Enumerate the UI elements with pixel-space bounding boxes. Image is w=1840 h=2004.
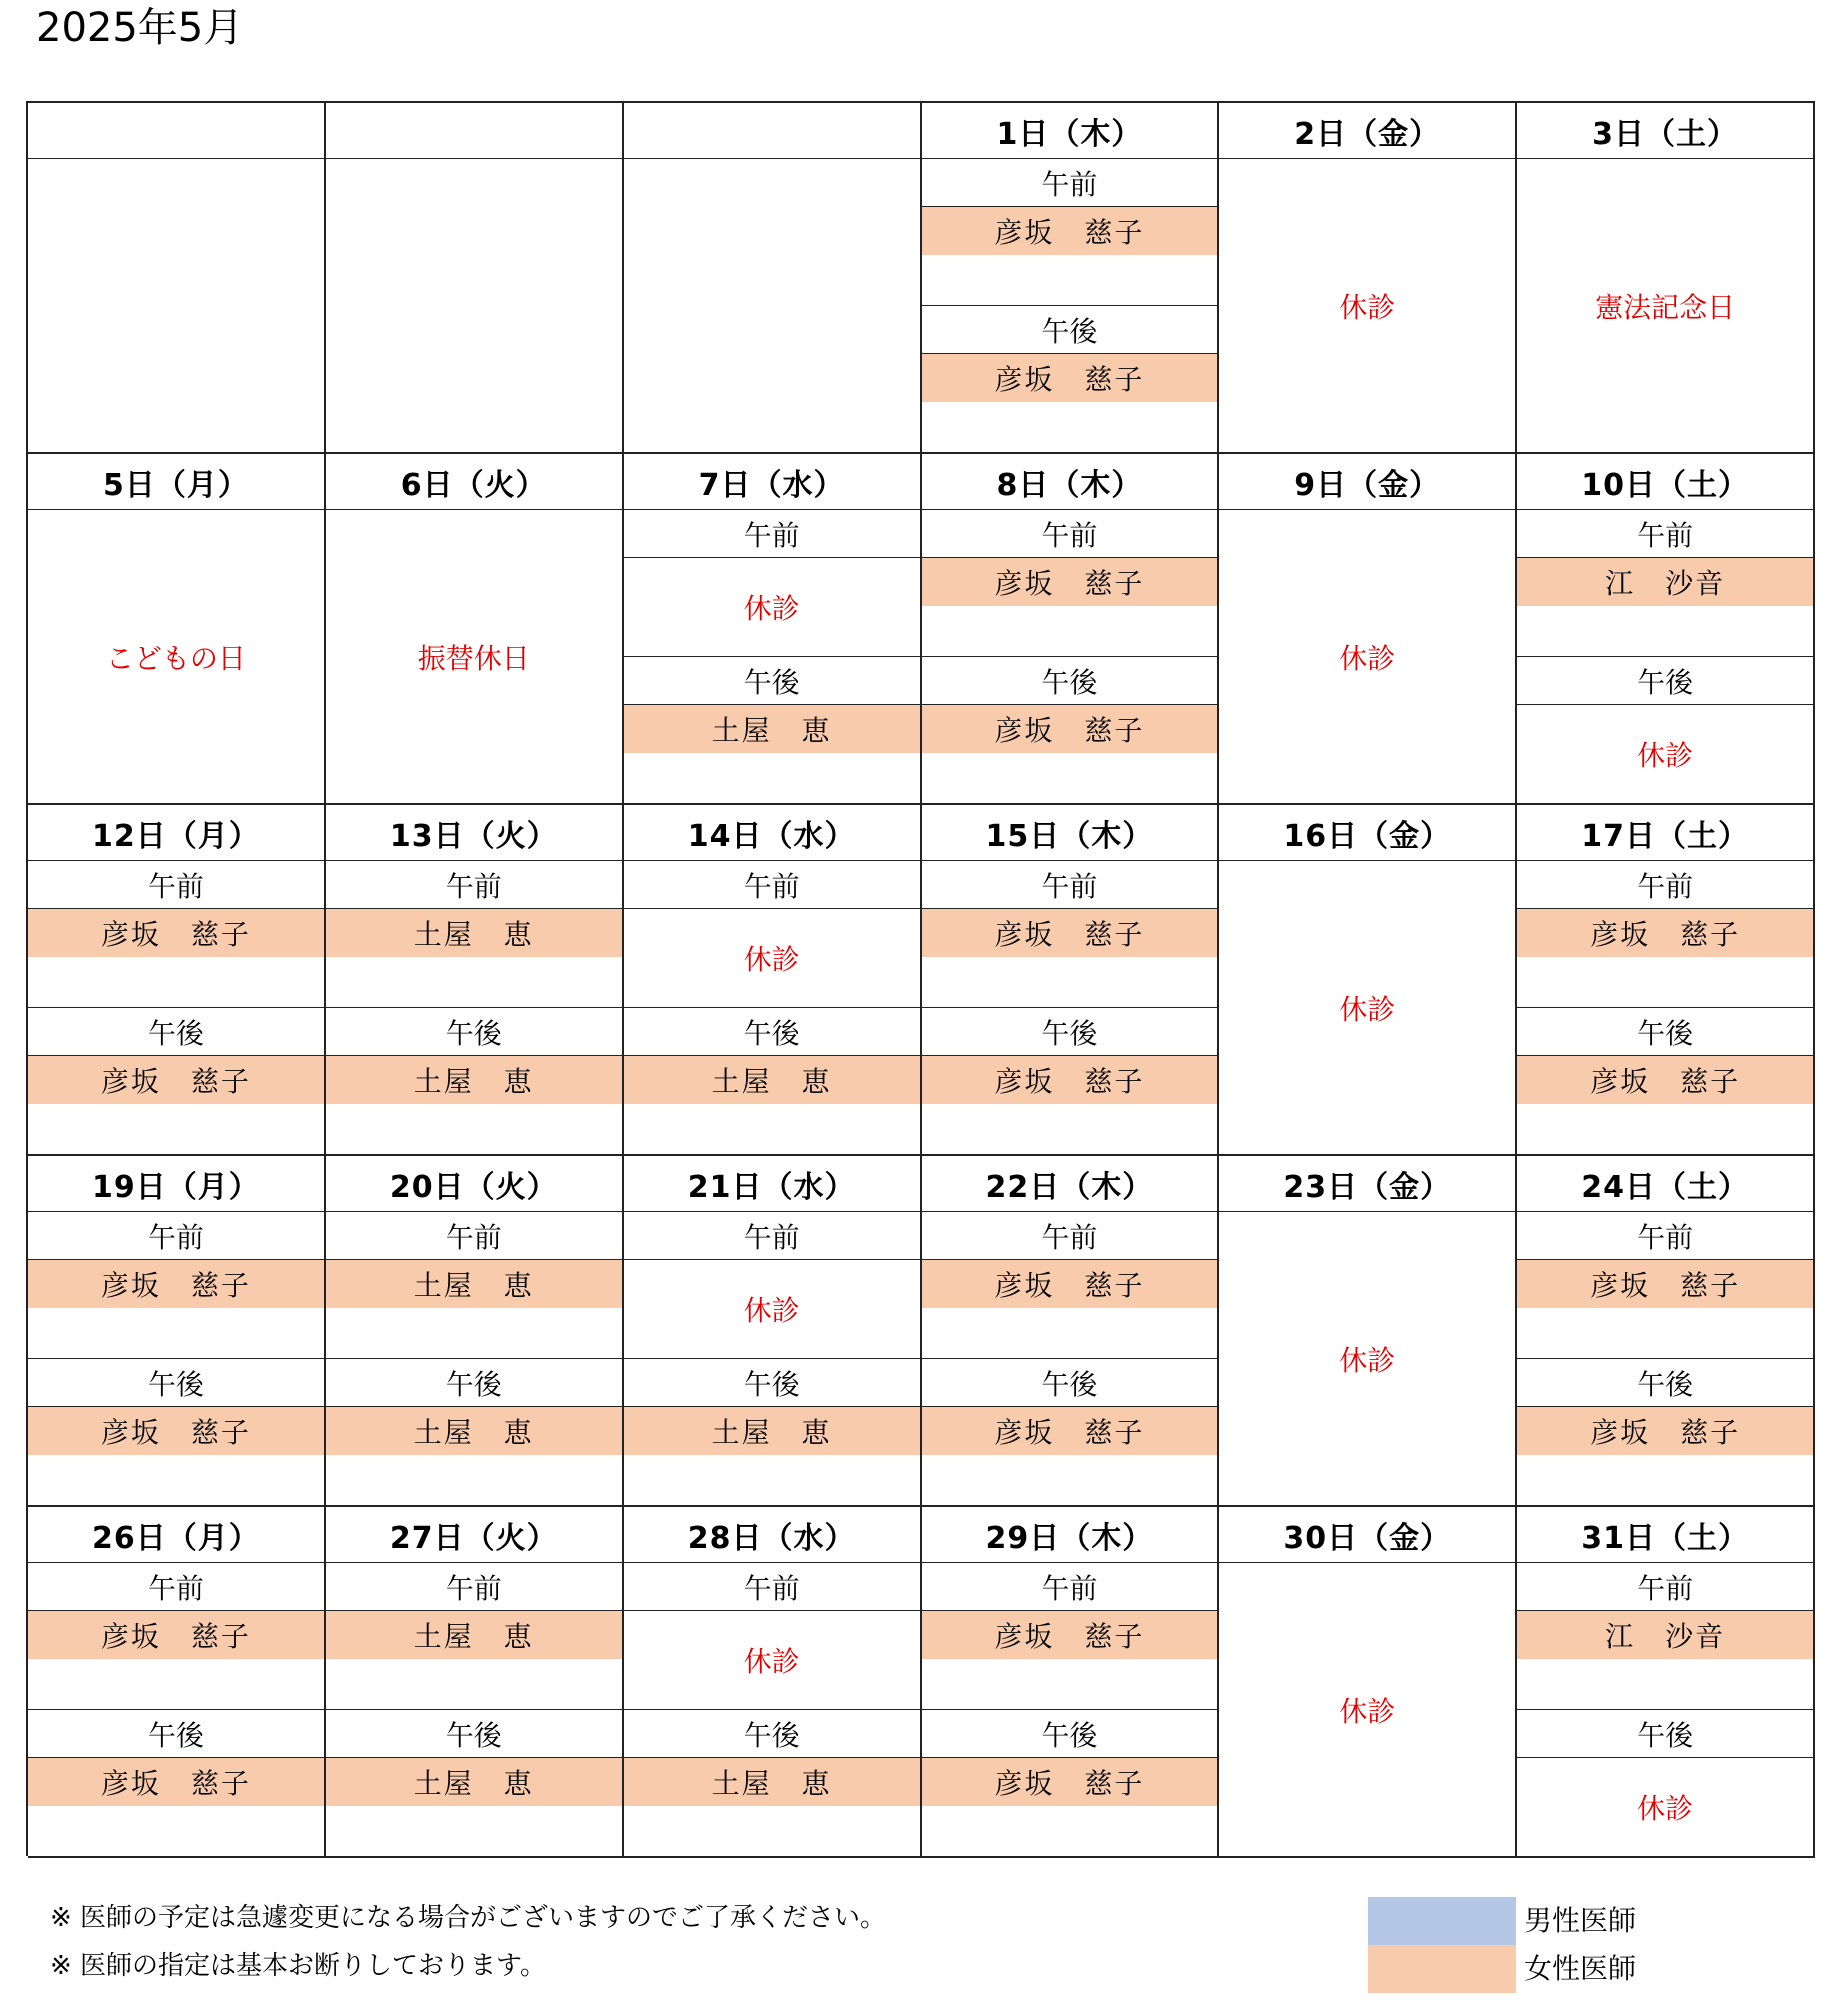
doctor-name: 土屋 恵 bbox=[624, 1056, 920, 1104]
day-header: 8日（木） bbox=[922, 454, 1218, 510]
doctor-name: 土屋 恵 bbox=[326, 1758, 622, 1806]
closed-note: 休診 bbox=[1637, 739, 1694, 772]
day-header: 12日（月） bbox=[28, 805, 324, 861]
morning-label: 午前 bbox=[1517, 1212, 1813, 1260]
day-cell bbox=[326, 805, 624, 1156]
doctor-name: 土屋 恵 bbox=[624, 1407, 920, 1455]
session-slot bbox=[1517, 1260, 1813, 1358]
session-slot bbox=[922, 1611, 1218, 1709]
day-body bbox=[28, 159, 324, 452]
doctor-name: 土屋 恵 bbox=[624, 705, 920, 753]
session-slot bbox=[1517, 1611, 1813, 1709]
morning-session bbox=[326, 1563, 622, 1709]
session-slot bbox=[28, 1758, 324, 1856]
note-designation: ※ 医師の指定は基本お断りしております。 bbox=[50, 1951, 546, 1981]
day-cell bbox=[922, 1156, 1220, 1507]
day-body bbox=[28, 510, 324, 803]
closed-note: 休診 bbox=[1339, 290, 1396, 324]
afternoon-label: 午後 bbox=[326, 1359, 622, 1407]
day-body bbox=[1219, 159, 1515, 452]
day-body bbox=[326, 159, 622, 452]
afternoon-label: 午後 bbox=[922, 1710, 1218, 1758]
day-body bbox=[922, 1212, 1218, 1505]
morning-session bbox=[28, 1212, 324, 1358]
session-slot bbox=[1517, 1056, 1813, 1154]
day-cell bbox=[326, 1156, 624, 1507]
day-body bbox=[1219, 1212, 1515, 1505]
page-title: 2025年5月 bbox=[36, 5, 244, 51]
afternoon-label: 午後 bbox=[28, 1008, 324, 1056]
session-slot bbox=[624, 1056, 920, 1154]
day-header: 13日（火） bbox=[326, 805, 622, 861]
doctor-name: 彦坂 慈子 bbox=[28, 1260, 324, 1308]
afternoon-session bbox=[1517, 1709, 1813, 1856]
morning-label: 午前 bbox=[1517, 510, 1813, 558]
day-cell bbox=[1517, 103, 1815, 454]
afternoon-session bbox=[624, 1358, 920, 1505]
session-slot bbox=[624, 558, 920, 656]
doctor-name: 彦坂 慈子 bbox=[922, 1260, 1218, 1308]
afternoon-session bbox=[624, 656, 920, 803]
doctor-name: 彦坂 慈子 bbox=[1517, 1260, 1813, 1308]
day-body bbox=[922, 1563, 1218, 1856]
day-header: 28日（水） bbox=[624, 1507, 920, 1563]
session-slot bbox=[922, 1758, 1218, 1856]
day-cell bbox=[326, 454, 624, 805]
morning-label: 午前 bbox=[28, 861, 324, 909]
morning-label: 午前 bbox=[1517, 861, 1813, 909]
day-header: 30日（金） bbox=[1219, 1507, 1515, 1563]
morning-session bbox=[922, 159, 1218, 305]
day-body bbox=[1517, 159, 1813, 452]
morning-session bbox=[1517, 1563, 1813, 1709]
day-header: 10日（土） bbox=[1517, 454, 1813, 510]
day-cell bbox=[922, 805, 1220, 1156]
session-slot bbox=[922, 207, 1218, 305]
day-header: 27日（火） bbox=[326, 1507, 622, 1563]
session-slot bbox=[624, 705, 920, 803]
day-header: 23日（金） bbox=[1219, 1156, 1515, 1212]
session-slot bbox=[624, 1260, 920, 1358]
day-cell bbox=[624, 454, 922, 805]
session-slot bbox=[624, 1611, 920, 1709]
doctor-name: 彦坂 慈子 bbox=[1517, 909, 1813, 957]
closed-note: 休診 bbox=[743, 592, 800, 625]
day-cell bbox=[28, 1156, 326, 1507]
session-slot bbox=[1517, 705, 1813, 803]
session-slot bbox=[922, 1260, 1218, 1358]
day-body bbox=[624, 1212, 920, 1505]
morning-label: 午前 bbox=[624, 861, 920, 909]
afternoon-label: 午後 bbox=[1517, 1008, 1813, 1056]
day-cell bbox=[1219, 1156, 1517, 1507]
day-header: 14日（水） bbox=[624, 805, 920, 861]
legend-swatch-male bbox=[1368, 1897, 1516, 1945]
afternoon-session bbox=[624, 1709, 920, 1856]
afternoon-session bbox=[28, 1358, 324, 1505]
day-body bbox=[326, 861, 622, 1154]
doctor-name: 彦坂 慈子 bbox=[922, 354, 1218, 402]
day-cell bbox=[922, 103, 1220, 454]
afternoon-label: 午後 bbox=[326, 1008, 622, 1056]
day-body bbox=[922, 159, 1218, 452]
day-cell bbox=[624, 1507, 922, 1858]
day-header: 2日（金） bbox=[1219, 103, 1515, 159]
morning-label: 午前 bbox=[326, 1563, 622, 1611]
day-header: 9日（金） bbox=[1219, 454, 1515, 510]
afternoon-label: 午後 bbox=[624, 1008, 920, 1056]
afternoon-label: 午後 bbox=[1517, 657, 1813, 705]
closed-note: こどもの日 bbox=[105, 641, 246, 675]
day-cell bbox=[1517, 805, 1815, 1156]
morning-session bbox=[624, 1563, 920, 1709]
closed-note: 休診 bbox=[743, 1645, 800, 1678]
afternoon-label: 午後 bbox=[922, 1359, 1218, 1407]
doctor-name: 彦坂 慈子 bbox=[922, 558, 1218, 606]
afternoon-session bbox=[326, 1007, 622, 1154]
doctor-name: 土屋 恵 bbox=[624, 1758, 920, 1806]
session-slot bbox=[624, 909, 920, 1007]
afternoon-session bbox=[922, 1007, 1218, 1154]
day-header: 15日（木） bbox=[922, 805, 1218, 861]
day-body bbox=[1517, 510, 1813, 803]
day-cell bbox=[28, 103, 326, 454]
session-slot bbox=[326, 1611, 622, 1709]
afternoon-label: 午後 bbox=[326, 1710, 622, 1758]
doctor-name: 土屋 恵 bbox=[326, 1611, 622, 1659]
day-header: 21日（水） bbox=[624, 1156, 920, 1212]
day-cell bbox=[1219, 103, 1517, 454]
day-header bbox=[326, 103, 622, 159]
closed-note: 憲法記念日 bbox=[1595, 290, 1736, 324]
morning-label: 午前 bbox=[624, 1212, 920, 1260]
afternoon-session bbox=[922, 1709, 1218, 1856]
morning-session bbox=[624, 510, 920, 656]
day-body bbox=[922, 861, 1218, 1154]
session-slot bbox=[326, 1260, 622, 1358]
legend-swatch-female bbox=[1368, 1945, 1516, 1993]
morning-label: 午前 bbox=[922, 861, 1218, 909]
afternoon-session bbox=[326, 1358, 622, 1505]
day-header: 19日（月） bbox=[28, 1156, 324, 1212]
day-body bbox=[1517, 1212, 1813, 1505]
day-body bbox=[1517, 861, 1813, 1154]
day-header: 7日（水） bbox=[624, 454, 920, 510]
afternoon-label: 午後 bbox=[624, 657, 920, 705]
session-slot bbox=[326, 1056, 622, 1154]
session-slot bbox=[28, 909, 324, 1007]
closed-note: 振替休日 bbox=[417, 641, 530, 675]
day-header: 6日（火） bbox=[326, 454, 622, 510]
closed-note: 休診 bbox=[1339, 641, 1396, 675]
legend-label-male: 男性医師 bbox=[1524, 1904, 1637, 1937]
day-cell bbox=[922, 454, 1220, 805]
morning-label: 午前 bbox=[624, 1563, 920, 1611]
session-slot bbox=[624, 1758, 920, 1856]
doctor-name: 江 沙音 bbox=[1517, 558, 1813, 606]
day-body bbox=[624, 1563, 920, 1856]
doctor-name: 彦坂 慈子 bbox=[28, 1611, 324, 1659]
morning-label: 午前 bbox=[326, 861, 622, 909]
afternoon-session bbox=[922, 1358, 1218, 1505]
morning-label: 午前 bbox=[326, 1212, 622, 1260]
day-header: 17日（土） bbox=[1517, 805, 1813, 861]
afternoon-label: 午後 bbox=[28, 1710, 324, 1758]
day-header: 26日（月） bbox=[28, 1507, 324, 1563]
day-body bbox=[624, 159, 920, 452]
afternoon-label: 午後 bbox=[922, 657, 1218, 705]
afternoon-label: 午後 bbox=[1517, 1359, 1813, 1407]
afternoon-session bbox=[28, 1007, 324, 1154]
day-cell bbox=[28, 454, 326, 805]
doctor-name: 彦坂 慈子 bbox=[1517, 1056, 1813, 1104]
closed-note: 休診 bbox=[1339, 992, 1396, 1026]
session-slot bbox=[922, 558, 1218, 656]
afternoon-session bbox=[624, 1007, 920, 1154]
morning-session bbox=[922, 1563, 1218, 1709]
day-body bbox=[1517, 1563, 1813, 1856]
day-cell bbox=[1517, 1156, 1815, 1507]
morning-session bbox=[624, 1212, 920, 1358]
legend-label-female: 女性医師 bbox=[1524, 1952, 1637, 1985]
closed-note: 休診 bbox=[1339, 1343, 1396, 1377]
day-body bbox=[326, 510, 622, 803]
day-body bbox=[326, 1563, 622, 1856]
day-cell bbox=[326, 1507, 624, 1858]
afternoon-session bbox=[1517, 656, 1813, 803]
closed-note: 休診 bbox=[1637, 1792, 1694, 1825]
afternoon-label: 午後 bbox=[624, 1359, 920, 1407]
day-body bbox=[28, 1212, 324, 1505]
session-slot bbox=[28, 1407, 324, 1505]
day-body bbox=[1219, 861, 1515, 1154]
doctor-name: 土屋 恵 bbox=[326, 909, 622, 957]
day-header bbox=[28, 103, 324, 159]
afternoon-label: 午後 bbox=[922, 306, 1218, 354]
morning-session bbox=[1517, 861, 1813, 1007]
session-slot bbox=[1517, 558, 1813, 656]
day-cell bbox=[28, 805, 326, 1156]
doctor-name: 彦坂 慈子 bbox=[28, 1056, 324, 1104]
afternoon-session bbox=[28, 1709, 324, 1856]
doctor-name: 土屋 恵 bbox=[326, 1407, 622, 1455]
afternoon-label: 午後 bbox=[28, 1359, 324, 1407]
doctor-name: 彦坂 慈子 bbox=[922, 1758, 1218, 1806]
session-slot bbox=[922, 909, 1218, 1007]
session-slot bbox=[922, 1056, 1218, 1154]
morning-label: 午前 bbox=[624, 510, 920, 558]
day-body bbox=[624, 510, 920, 803]
day-cell bbox=[624, 805, 922, 1156]
session-slot bbox=[1517, 909, 1813, 1007]
day-cell bbox=[1517, 1507, 1815, 1858]
morning-session bbox=[326, 861, 622, 1007]
morning-label: 午前 bbox=[922, 1212, 1218, 1260]
day-header: 16日（金） bbox=[1219, 805, 1515, 861]
afternoon-session bbox=[922, 305, 1218, 452]
day-body bbox=[326, 1212, 622, 1505]
afternoon-session bbox=[1517, 1358, 1813, 1505]
morning-session bbox=[1517, 1212, 1813, 1358]
day-body bbox=[922, 510, 1218, 803]
morning-label: 午前 bbox=[922, 1563, 1218, 1611]
day-header: 24日（土） bbox=[1517, 1156, 1813, 1212]
session-slot bbox=[1517, 1758, 1813, 1856]
afternoon-label: 午後 bbox=[1517, 1710, 1813, 1758]
morning-session bbox=[28, 861, 324, 1007]
day-cell bbox=[1219, 805, 1517, 1156]
doctor-name: 彦坂 慈子 bbox=[28, 1758, 324, 1806]
afternoon-session bbox=[1517, 1007, 1813, 1154]
morning-label: 午前 bbox=[1517, 1563, 1813, 1611]
day-cell bbox=[1219, 454, 1517, 805]
day-header: 31日（土） bbox=[1517, 1507, 1813, 1563]
session-slot bbox=[922, 705, 1218, 803]
closed-note: 休診 bbox=[1339, 1694, 1396, 1728]
morning-session bbox=[1517, 510, 1813, 656]
session-slot bbox=[28, 1260, 324, 1358]
closed-note: 休診 bbox=[743, 1294, 800, 1327]
day-header: 22日（木） bbox=[922, 1156, 1218, 1212]
day-body bbox=[1219, 1563, 1515, 1856]
day-header: 5日（月） bbox=[28, 454, 324, 510]
afternoon-session bbox=[326, 1709, 622, 1856]
calendar-grid bbox=[26, 101, 1815, 1856]
day-cell bbox=[1219, 1507, 1517, 1858]
morning-label: 午前 bbox=[922, 510, 1218, 558]
morning-session bbox=[922, 1212, 1218, 1358]
afternoon-session bbox=[922, 656, 1218, 803]
doctor-name: 江 沙音 bbox=[1517, 1611, 1813, 1659]
doctor-name: 彦坂 慈子 bbox=[922, 207, 1218, 255]
doctor-name: 彦坂 慈子 bbox=[922, 705, 1218, 753]
doctor-name: 彦坂 慈子 bbox=[1517, 1407, 1813, 1455]
afternoon-label: 午後 bbox=[922, 1008, 1218, 1056]
session-slot bbox=[28, 1611, 324, 1709]
doctor-name: 土屋 恵 bbox=[326, 1260, 622, 1308]
day-cell bbox=[922, 1507, 1220, 1858]
day-header: 1日（木） bbox=[922, 103, 1218, 159]
day-header: 29日（木） bbox=[922, 1507, 1218, 1563]
session-slot bbox=[624, 1407, 920, 1505]
session-slot bbox=[326, 1758, 622, 1856]
session-slot bbox=[922, 1407, 1218, 1505]
day-header bbox=[624, 103, 920, 159]
doctor-name: 彦坂 慈子 bbox=[922, 1407, 1218, 1455]
session-slot bbox=[1517, 1407, 1813, 1505]
morning-session bbox=[28, 1563, 324, 1709]
day-cell bbox=[326, 103, 624, 454]
note-change: ※ 医師の予定は急遽変更になる場合がございますのでご了承ください。 bbox=[50, 1903, 887, 1933]
day-cell bbox=[624, 1156, 922, 1507]
day-body bbox=[28, 1563, 324, 1856]
day-header: 3日（土） bbox=[1517, 103, 1813, 159]
doctor-name: 彦坂 慈子 bbox=[922, 909, 1218, 957]
day-cell bbox=[624, 103, 922, 454]
session-slot bbox=[326, 909, 622, 1007]
doctor-name: 彦坂 慈子 bbox=[922, 1056, 1218, 1104]
doctor-name: 土屋 恵 bbox=[326, 1056, 622, 1104]
closed-note: 休診 bbox=[743, 943, 800, 976]
morning-session bbox=[326, 1212, 622, 1358]
day-body bbox=[624, 861, 920, 1154]
morning-label: 午前 bbox=[922, 159, 1218, 207]
doctor-name: 彦坂 慈子 bbox=[922, 1611, 1218, 1659]
morning-session bbox=[624, 861, 920, 1007]
morning-label: 午前 bbox=[28, 1563, 324, 1611]
morning-session bbox=[922, 510, 1218, 656]
day-body bbox=[28, 861, 324, 1154]
day-cell bbox=[1517, 454, 1815, 805]
day-body bbox=[1219, 510, 1515, 803]
day-header: 20日（火） bbox=[326, 1156, 622, 1212]
doctor-name: 彦坂 慈子 bbox=[28, 1407, 324, 1455]
morning-label: 午前 bbox=[28, 1212, 324, 1260]
doctor-name: 彦坂 慈子 bbox=[28, 909, 324, 957]
session-slot bbox=[326, 1407, 622, 1505]
afternoon-label: 午後 bbox=[624, 1710, 920, 1758]
session-slot bbox=[28, 1056, 324, 1154]
morning-session bbox=[922, 861, 1218, 1007]
day-cell bbox=[28, 1507, 326, 1858]
session-slot bbox=[922, 354, 1218, 452]
